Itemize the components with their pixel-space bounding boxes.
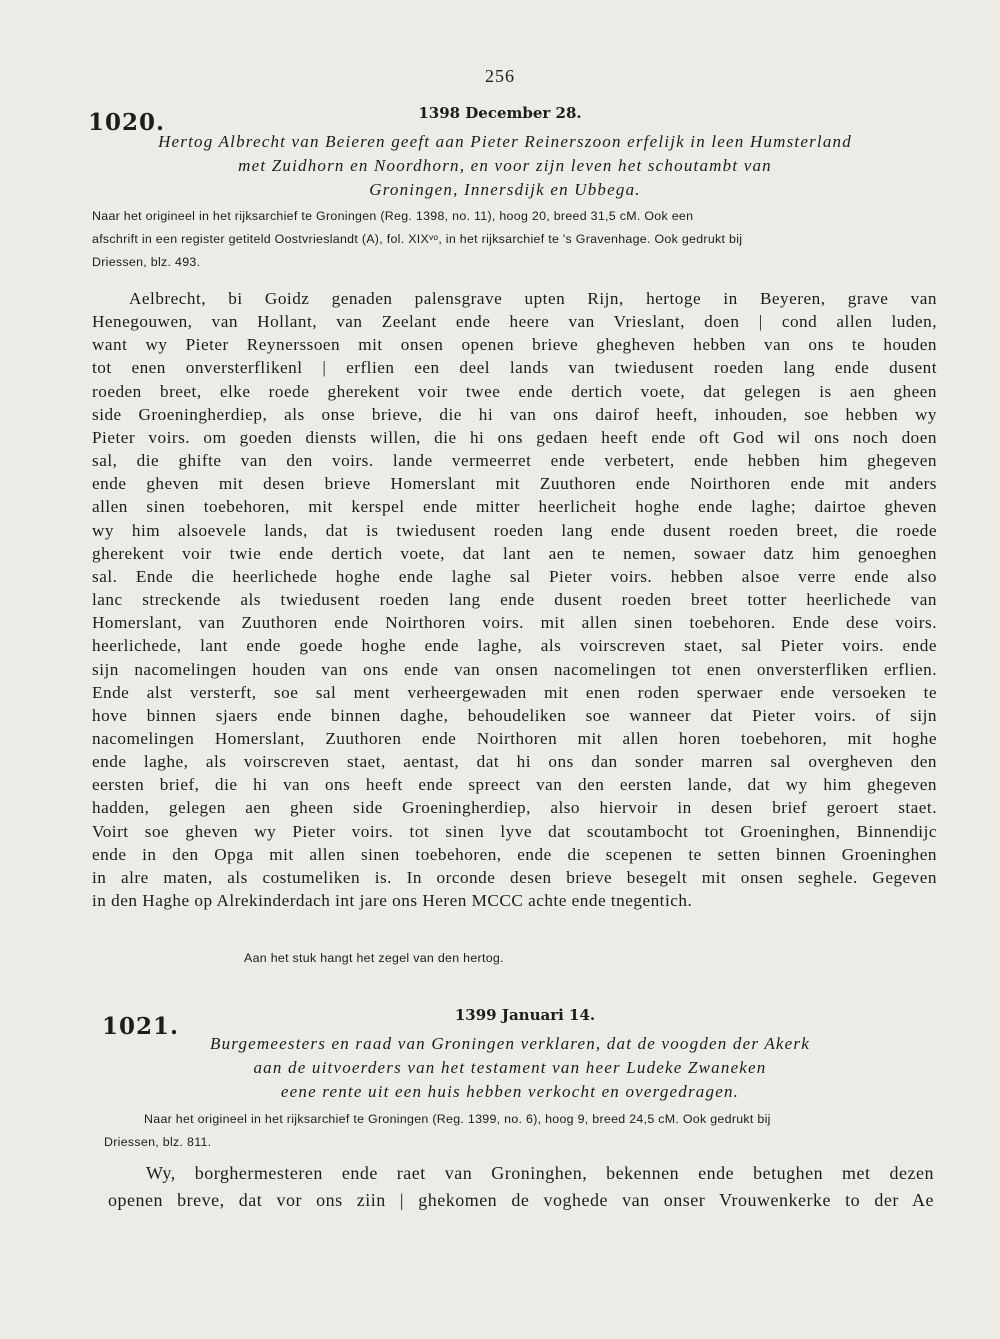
regest-line: Hertog Albrecht van Beieren geeft aan Pieter Reinerszoon erfelijk in leen Humsterland (158, 132, 852, 151)
regest-line: Burgemeesters en raad van Groningen verklaren, dat de voogden der Akerk (210, 1034, 810, 1053)
entry-date: 1398 December 28. (418, 104, 582, 122)
text-line: tot enen onversterflikenl | erflien een deel lands van twiedusent roeden lang ende dusent (92, 358, 937, 378)
seal-note: Aan het stuk hangt het zegel van den hertog. (244, 951, 504, 965)
source-note (92, 205, 922, 274)
text-line: hadden, gelegen aen gheen side Groeningherdiep, also hiervoir in desen brief geroert staet. (92, 798, 937, 818)
regest-line: eene rente uit een huis hebben verkocht en overgedragen. (280, 1082, 740, 1101)
charter-text (108, 1160, 934, 1214)
text-line: Ende alst versterft, soe sal ment verheergewaden mit enen roden sperwaer ende versoeken te (92, 682, 937, 702)
text-line: ende laghe, als voirscreven staet, aentast, dat hi ons dan sonder marren sal overgheven den (92, 752, 937, 772)
entry-regest (150, 1032, 870, 1104)
text-line: Wy, borghermesteren ende raet van Groninghen, bekennen ende betughen met dezen (146, 1163, 934, 1183)
entry-date: 1399 Januari 14. (454, 1006, 596, 1024)
entry-regest (110, 130, 900, 202)
text-line: heerlichede, lant ende goede hoghe ende laghe, als voirscreven staet, sal Pieter voirs. ende (92, 636, 937, 656)
text-line: Pieter voirs. om goeden diensts willen, die hi ons gedaen heeft ende oft God wil ons noch doen (92, 427, 937, 447)
regest-line: Groningen, Innersdijk en Ubbega. (369, 180, 641, 199)
text-line: Aelbrecht, bi Goidz genaden palensgrave upten Rijn, hertoge in Beyeren, grave van (129, 289, 937, 308)
regest-line: aan de uitvoerders van het testament van heer Ludeke Zwaneken (253, 1058, 767, 1077)
text-line: roeden breet, elke roede gherekent voir twee ende dertich voete, dat gelegen is aen gheen (92, 381, 937, 401)
text-line: Homerslant, van Zuuthoren ende Noirthoren voirs. mit allen sinen toebehoren. Ende dese voirs. (92, 613, 937, 633)
text-line: eersten brief, die hi van ons heeft ende spreect van den eersten lande, dat wy him ghegeven (92, 775, 937, 795)
text-line: hove binnen sjaers ende binnen daghe, behoudeliken soe wanneer dat Pieter voirs. of sijn (92, 705, 937, 725)
text-line: in den Haghe op Alrekinderdach int jare ons Heren MCCC achte ende tnegentich. (92, 891, 693, 911)
source-line: Naar het origineel in het rijksarchief te Groningen (Reg. 1399, no. 6), hoog 9, breed 24,5 cM. Ook gedrukt bij (144, 1112, 771, 1126)
text-line: Voirt soe gheven wy Pieter voirs. tot sinen lyve dat scoutambocht tot Groeninghen, Binnendijc (92, 821, 937, 841)
text-line: wy him alsoevele lands, dat is twiedusent roeden lang ende dusent roeden breet, die roede (92, 520, 937, 540)
text-line: sal. Ende die heerlichede hoghe ende laghe sal Pieter voirs. hebben alsoe verre ende also (92, 566, 937, 586)
entry-number: 1020. (88, 109, 166, 136)
source-line: Naar het origineel in het rijksarchief te Groningen (Reg. 1398, no. 11), hoog 20, breed 31,5 cM. Ook een (92, 209, 694, 223)
page-number: 256 (485, 66, 515, 86)
source-line: Driessen, blz. 811. (104, 1135, 212, 1149)
source-line: afschrift in een register getiteld Oostvrieslandt (A), fol. XIXᵛᵒ, in het rijksarchief te 's Gravenhage. Ook gedrukt bij (92, 232, 743, 246)
text-line: openen breve, dat vor ons ziin | ghekomen de voghede van onser Vrouwenkerke to der Ae (108, 1190, 934, 1210)
charter-text (92, 287, 937, 912)
text-line: allen sinen toebehoren, mit kerspel ende mitter heerlicheit hoghe ende laghe; dairtoe gheven (92, 497, 937, 517)
entry-number: 1021. (102, 1013, 180, 1040)
text-line: gherekent voir twie ende dertich voete, dat lant aen te nemen, sowaer datz him genoeghen (92, 543, 937, 563)
text-line: nacomelingen Homerslant, Zuuthoren ende Noirthoren mit allen horen toebehoren, mit hoghe (92, 728, 937, 748)
regest-line: met Zuidhorn en Noordhorn, en voor zijn leven het schoutambt van (238, 156, 772, 175)
text-line: side Groeningherdiep, als onse brieve, die hi van ons dairof heeft, inhouden, soe hebben wy (92, 404, 937, 424)
text-line: sijn nacomelingen houden van ons ende van onsen nacomelingen tot enen onversterfliken erflien. (92, 659, 937, 679)
source-note (104, 1108, 934, 1154)
text-line: ende in den Opga mit allen sinen toebehoren, ende die scepenen te setten binnen Groeninghen (92, 844, 937, 864)
text-line: Henegouwen, van Hollant, van Zeelant ende heere van Vrieslant, doen | cond allen luden, (92, 312, 937, 332)
text-line: lanc streckende als twiedusent roeden lang ende dusent roeden breet totter heerlichede van (92, 590, 937, 610)
text-line: in alre maten, als costumeliken is. In orconde desen brieve besegelt mit onsen seghele. Gegeven (92, 867, 937, 887)
text-line: sal, die ghifte van den voirs. lande vermeerret ende verbetert, ende hebben him ghegeven (92, 451, 937, 471)
text-line: want wy Pieter Reynerssoen mit onsen openen brieve ghegheven hebben van ons te houden (92, 335, 937, 355)
source-line: Driessen, blz. 493. (92, 255, 201, 269)
text-line: ende gheven mit desen brieve Homerslant mit Zuuthoren ende Noirthoren ende mit anders (92, 474, 937, 494)
